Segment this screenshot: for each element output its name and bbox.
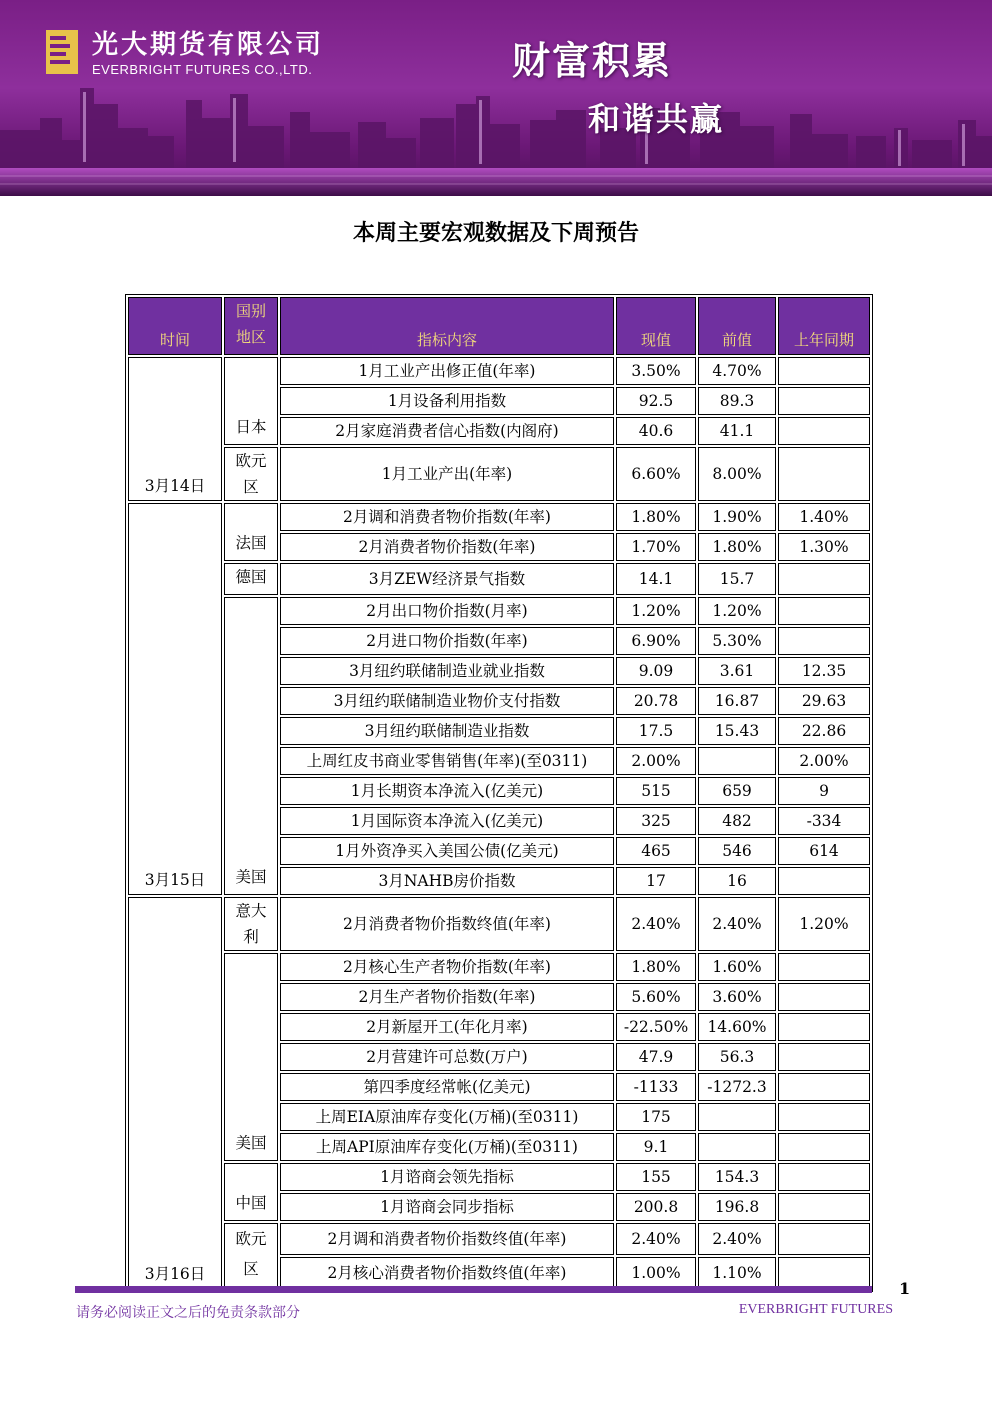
company-name-cn: 光大期货有限公司 — [92, 30, 325, 60]
region-cell: 美国 — [224, 953, 278, 1161]
header-region-line1: 国别 — [235, 302, 266, 320]
indicator-cell: 2月进口物价指数(年率) — [280, 627, 614, 655]
region-line1: 欧元 — [235, 1230, 267, 1248]
region-cell: 美国 — [224, 597, 278, 895]
indicator-cell: 2月生产者物价指数(年率) — [280, 983, 614, 1011]
indicator-cell: 1月谘商会领先指标 — [280, 1163, 614, 1191]
header-banner — [0, 0, 992, 196]
current-value-cell: 40.6 — [616, 417, 696, 445]
current-value-cell: 515 — [616, 777, 696, 805]
indicator-cell: 2月消费者物价指数(年率) — [280, 533, 614, 561]
region-cell: 法国 — [224, 503, 278, 561]
previous-value-cell: 89.3 — [698, 387, 776, 415]
table-row — [128, 503, 870, 531]
last-year-value-cell: 1.30% — [778, 533, 870, 561]
table-row — [128, 447, 870, 501]
last-year-value-cell — [778, 1163, 870, 1191]
previous-value-cell — [698, 747, 776, 775]
region-line1: 欧元 — [235, 452, 267, 470]
indicator-cell: 上周EIA原油库存变化(万桶)(至0311) — [280, 1103, 614, 1131]
previous-value-cell: 1.80% — [698, 533, 776, 561]
current-value-cell: 175 — [616, 1103, 696, 1131]
previous-value-cell: 8.00% — [698, 447, 776, 501]
indicator-cell: 2月调和消费者物价指数(年率) — [280, 503, 614, 531]
date-cell: 3月15日 — [128, 503, 222, 895]
footer-divider — [75, 1286, 872, 1293]
last-year-value-cell: 9 — [778, 777, 870, 805]
previous-value-cell: 15.43 — [698, 717, 776, 745]
current-value-cell: 200.8 — [616, 1193, 696, 1221]
previous-value-cell: 2.40% — [698, 1223, 776, 1255]
previous-value-cell: 1.60% — [698, 953, 776, 981]
last-year-value-cell: 29.63 — [778, 687, 870, 715]
last-year-value-cell — [778, 1103, 870, 1131]
current-value-cell: 5.60% — [616, 983, 696, 1011]
previous-value-cell: 154.3 — [698, 1163, 776, 1191]
last-year-value-cell: 12.35 — [778, 657, 870, 685]
indicator-cell: 2月出口物价指数(月率) — [280, 597, 614, 625]
last-year-value-cell — [778, 447, 870, 501]
previous-value-cell: 1.10% — [698, 1257, 776, 1289]
header-region — [224, 297, 278, 355]
indicator-cell: 3月纽约联储制造业物价支付指数 — [280, 687, 614, 715]
indicator-cell: 上周红皮书商业零售销售(年率)(至0311) — [280, 747, 614, 775]
last-year-value-cell — [778, 357, 870, 385]
table-row — [128, 597, 870, 625]
indicator-cell: 2月消费者物价指数终值(年率) — [280, 897, 614, 951]
previous-value-cell: 41.1 — [698, 417, 776, 445]
last-year-value-cell: 1.20% — [778, 897, 870, 951]
current-value-cell: 1.20% — [616, 597, 696, 625]
previous-value-cell: 1.90% — [698, 503, 776, 531]
header-last-year: 上年同期 — [778, 297, 870, 355]
previous-value-cell: -1272.3 — [698, 1073, 776, 1101]
header-region-line2: 地区 — [235, 328, 266, 346]
indicator-cell: 2月营建许可总数(万户) — [280, 1043, 614, 1071]
indicator-cell: 3月ZEW经济景气指数 — [280, 563, 614, 595]
footer-brand: EVERBRIGHT FUTURES — [738, 1302, 893, 1317]
previous-value-cell — [698, 1133, 776, 1161]
slogan-line-2: 和谐共赢 — [588, 100, 725, 138]
indicator-cell: 1月工业产出(年率) — [280, 447, 614, 501]
previous-value-cell: 2.40% — [698, 897, 776, 951]
last-year-value-cell — [778, 1073, 870, 1101]
previous-value-cell: 659 — [698, 777, 776, 805]
current-value-cell: 2.40% — [616, 1223, 696, 1255]
region-cell: 德国 — [224, 563, 278, 595]
table-header-row — [128, 297, 870, 355]
previous-value-cell: 196.8 — [698, 1193, 776, 1221]
previous-value-cell: 15.7 — [698, 563, 776, 595]
current-value-cell: 47.9 — [616, 1043, 696, 1071]
previous-value-cell: 56.3 — [698, 1043, 776, 1071]
table-row — [128, 897, 870, 951]
current-value-cell: 1.80% — [616, 503, 696, 531]
date-cell: 3月14日 — [128, 357, 222, 501]
region-cell: 日本 — [224, 357, 278, 445]
current-value-cell: 1.80% — [616, 953, 696, 981]
last-year-value-cell: 2.00% — [778, 747, 870, 775]
current-value-cell: 20.78 — [616, 687, 696, 715]
current-value-cell: -1133 — [616, 1073, 696, 1101]
previous-value-cell: 16 — [698, 867, 776, 895]
indicator-cell: 上周API原油库存变化(万桶)(至0311) — [280, 1133, 614, 1161]
last-year-value-cell: 1.40% — [778, 503, 870, 531]
current-value-cell: -22.50% — [616, 1013, 696, 1041]
current-value-cell: 17 — [616, 867, 696, 895]
indicator-cell: 2月核心生产者物价指数(年率) — [280, 953, 614, 981]
last-year-value-cell — [778, 1013, 870, 1041]
current-value-cell: 2.00% — [616, 747, 696, 775]
current-value-cell: 6.60% — [616, 447, 696, 501]
current-value-cell: 3.50% — [616, 357, 696, 385]
last-year-value-cell — [778, 563, 870, 595]
last-year-value-cell: 614 — [778, 837, 870, 865]
region-line2: 区 — [243, 478, 259, 496]
region-cell — [224, 897, 278, 951]
indicator-cell: 2月新屋开工(年化月率) — [280, 1013, 614, 1041]
current-value-cell: 17.5 — [616, 717, 696, 745]
last-year-value-cell — [778, 867, 870, 895]
current-value-cell: 2.40% — [616, 897, 696, 951]
header-current: 现值 — [616, 297, 696, 355]
table-row — [128, 1223, 870, 1255]
current-value-cell: 92.5 — [616, 387, 696, 415]
current-value-cell: 14.1 — [616, 563, 696, 595]
previous-value-cell: 16.87 — [698, 687, 776, 715]
last-year-value-cell — [778, 387, 870, 415]
region-line2: 区 — [243, 1260, 259, 1278]
header-previous: 前值 — [698, 297, 776, 355]
disclaimer-text: 请务必阅读正文之后的免责条款部分 — [76, 1305, 300, 1321]
company-logo-icon — [46, 30, 78, 74]
current-value-cell: 155 — [616, 1163, 696, 1191]
indicator-cell: 1月国际资本净流入(亿美元) — [280, 807, 614, 835]
indicator-cell: 1月谘商会同步指标 — [280, 1193, 614, 1221]
last-year-value-cell — [778, 1193, 870, 1221]
page-number: 1 — [899, 1279, 911, 1298]
indicator-cell: 1月工业产出修正值(年率) — [280, 357, 614, 385]
current-value-cell: 9.09 — [616, 657, 696, 685]
previous-value-cell: 4.70% — [698, 357, 776, 385]
previous-value-cell: 1.20% — [698, 597, 776, 625]
current-value-cell: 6.90% — [616, 627, 696, 655]
header-indicator: 指标内容 — [280, 297, 614, 355]
last-year-value-cell: 22.86 — [778, 717, 870, 745]
last-year-value-cell — [778, 1043, 870, 1071]
table-row — [128, 953, 870, 981]
last-year-value-cell — [778, 597, 870, 625]
indicator-cell: 3月纽约联储制造业指数 — [280, 717, 614, 745]
indicator-cell: 1月长期资本净流入(亿美元) — [280, 777, 614, 805]
region-line2: 利 — [243, 928, 259, 946]
last-year-value-cell: -334 — [778, 807, 870, 835]
indicator-cell: 3月纽约联储制造业就业指数 — [280, 657, 614, 685]
indicator-cell: 2月家庭消费者信心指数(内阁府) — [280, 417, 614, 445]
header-time: 时间 — [128, 297, 222, 355]
indicator-cell: 1月外资净买入美国公债(亿美元) — [280, 837, 614, 865]
date-cell: 3月16日 — [128, 897, 222, 1289]
current-value-cell: 1.00% — [616, 1257, 696, 1289]
indicator-cell: 2月调和消费者物价指数终值(年率) — [280, 1223, 614, 1255]
current-value-cell: 465 — [616, 837, 696, 865]
previous-value-cell: 14.60% — [698, 1013, 776, 1041]
current-value-cell: 325 — [616, 807, 696, 835]
last-year-value-cell — [778, 1257, 870, 1289]
page-title: 本周主要宏观数据及下周预告 — [352, 221, 639, 246]
table-row — [128, 1163, 870, 1191]
region-cell — [224, 1223, 278, 1289]
indicator-cell: 2月核心消费者物价指数终值(年率) — [280, 1257, 614, 1289]
last-year-value-cell — [778, 417, 870, 445]
current-value-cell: 9.1 — [616, 1133, 696, 1161]
previous-value-cell: 3.61 — [698, 657, 776, 685]
indicator-cell: 第四季度经常帐(亿美元) — [280, 1073, 614, 1101]
table-row — [128, 357, 870, 385]
indicator-cell: 1月设备利用指数 — [280, 387, 614, 415]
region-cell: 中国 — [224, 1163, 278, 1221]
region-line1: 意大 — [235, 902, 267, 920]
slogan-line-1: 财富积累 — [512, 39, 673, 83]
region-cell — [224, 447, 278, 501]
last-year-value-cell — [778, 1133, 870, 1161]
current-value-cell: 1.70% — [616, 533, 696, 561]
previous-value-cell: 3.60% — [698, 983, 776, 1011]
last-year-value-cell — [778, 627, 870, 655]
last-year-value-cell — [778, 983, 870, 1011]
macro-data-table — [125, 294, 873, 1292]
previous-value-cell — [698, 1103, 776, 1131]
previous-value-cell: 546 — [698, 837, 776, 865]
indicator-cell: 3月NAHB房价指数 — [280, 867, 614, 895]
previous-value-cell: 5.30% — [698, 627, 776, 655]
table-row — [128, 563, 870, 595]
company-name-en: EVERBRIGHT FUTURES CO.,LTD. — [92, 62, 313, 77]
previous-value-cell: 482 — [698, 807, 776, 835]
last-year-value-cell — [778, 953, 870, 981]
last-year-value-cell — [778, 1223, 870, 1255]
